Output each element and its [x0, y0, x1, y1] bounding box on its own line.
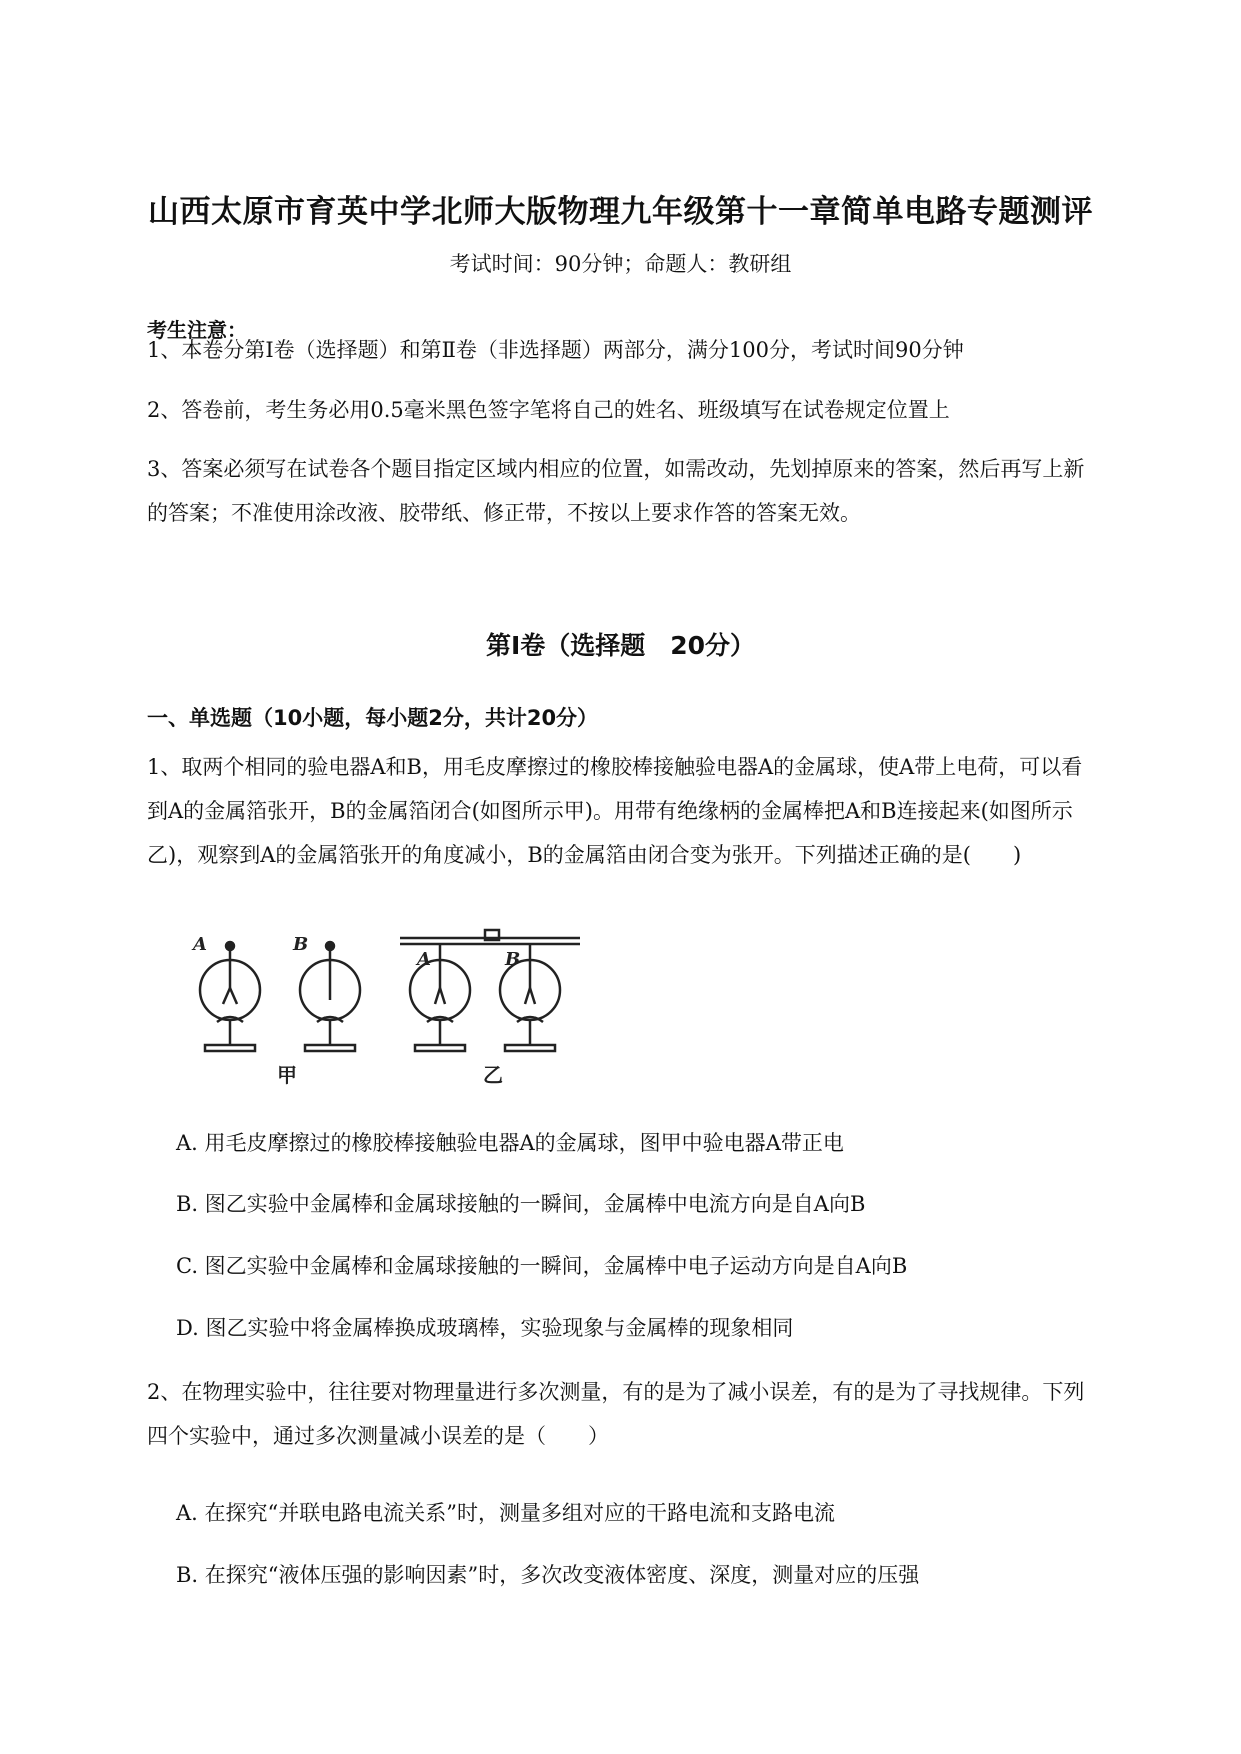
- question-1-option-c: C. 图乙实验中金属棒和金属球接触的一瞬间，金属棒中电子运动方向是自A向B: [176, 1254, 908, 1278]
- section-title: 第Ⅰ卷（选择题 20分）: [485, 631, 756, 660]
- electroscope-figure: [185, 920, 605, 1090]
- question-2-stem: 2、在物理实验中，往往要对物理量进行多次测量，有的是为了减小误差，有的是为了寻找规律。下列四个实验中，通过多次测量减小误差的是（ ）: [147, 1380, 1085, 1448]
- metal-rod: [400, 930, 580, 944]
- electroscope-b-left: [300, 942, 360, 1051]
- question-2-option-a: A. 在探究“并联电路电流关系”时，测量多组对应的干路电流和支路电流: [176, 1501, 835, 1525]
- page-title: 山西太原市育英中学北师大版物理九年级第十一章简单电路专题测评: [148, 194, 1093, 230]
- label-a-right: A: [417, 949, 431, 970]
- notice-item-2: 2、答卷前，考生务必用0.5毫米黑色签字笔将自己的姓名、班级填写在试卷规定位置上: [147, 398, 950, 422]
- question-2-option-b: B. 在探究“液体压强的影响因素”时，多次改变液体密度、深度，测量对应的压强: [176, 1563, 920, 1587]
- label-a-left: A: [193, 934, 207, 955]
- question-1-option-d: D. 图乙实验中将金属棒换成玻璃棒，实验现象与金属棒的现象相同: [176, 1316, 794, 1340]
- question-1-option-b: B. 图乙实验中金属棒和金属球接触的一瞬间，金属棒中电流方向是自A向B: [176, 1192, 866, 1216]
- question-1-stem: 1、取两个相同的验电器A和B，用毛皮摩擦过的橡胶棒接触验电器A的金属球，使A带上电荷，可以看到A的金属箔张开，B的金属箔闭合(如图所示甲)。用带有绝缘柄的金属棒把A和B连接起来(如图所示乙)，观察到A的金属箔张开的角度减小，B的金属箔由闭合变为张开。下列描述正确的是( ): [147, 755, 1083, 867]
- part-title: 一、单选题（10小题，每小题2分，共计20分）: [147, 706, 599, 730]
- notice-heading: 考生注意：: [147, 318, 247, 342]
- notice-item-3: 3、答案必须写在试卷各个题目指定区域内相应的位置，如需改动，先划掉原来的答案，然后再写上新的答案；不准使用涂改液、胶带纸、修正带，不按以上要求作答的答案无效。: [147, 457, 1085, 525]
- exam-info: 考试时间：90分钟；命题人：教研组: [449, 252, 792, 276]
- label-b-right: B: [505, 949, 521, 970]
- electroscope-a-left: [200, 942, 260, 1051]
- question-1-option-a: A. 用毛皮摩擦过的橡胶棒接触验电器A的金属球，图甲中验电器A带正电: [176, 1131, 844, 1155]
- label-yi: 乙: [483, 1063, 503, 1087]
- notice-item-1: 1、本卷分第Ⅰ卷（选择题）和第Ⅱ卷（非选择题）两部分，满分100分，考试时间90分钟: [147, 338, 964, 362]
- label-b-left: B: [293, 934, 309, 955]
- label-jia: 甲: [277, 1063, 297, 1087]
